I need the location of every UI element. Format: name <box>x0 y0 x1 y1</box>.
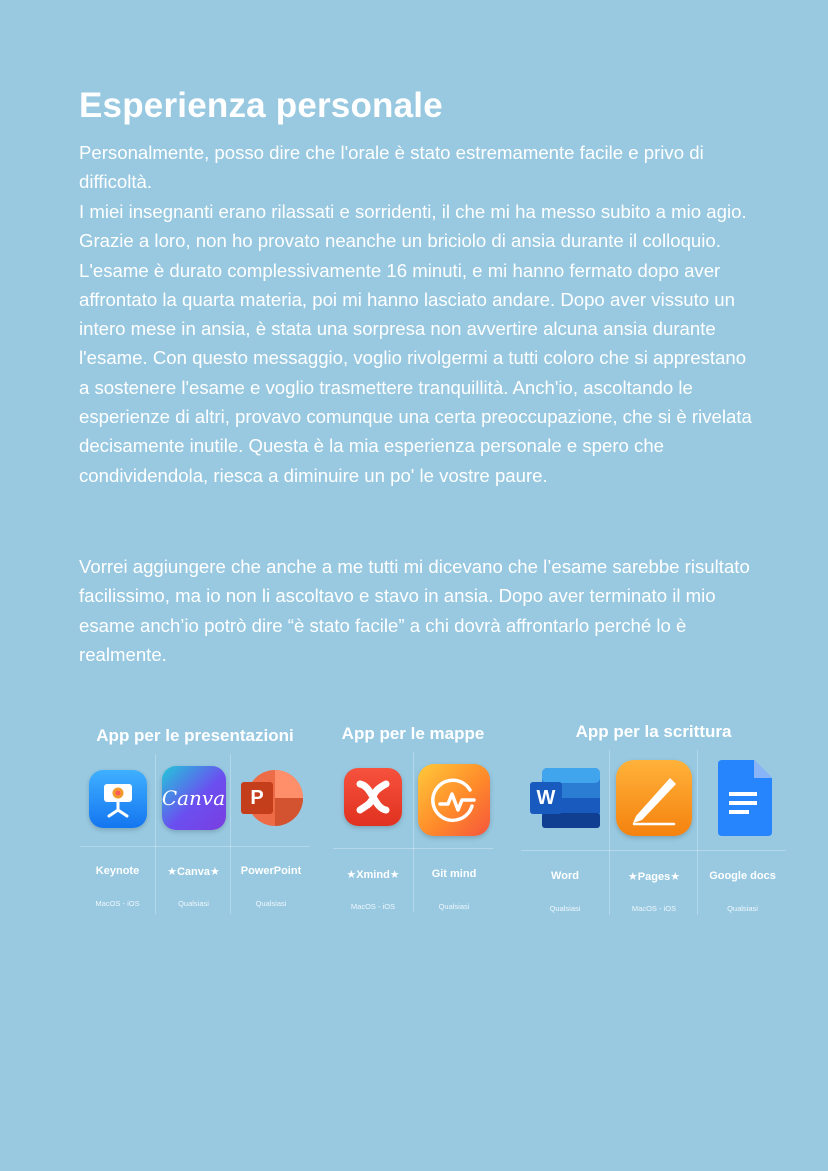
app-platform: MacOS - iOS <box>631 904 677 913</box>
pages-icon <box>616 760 692 836</box>
group-mindmap-apps <box>333 722 493 922</box>
page-title: Esperienza personale <box>79 86 443 125</box>
paragraph-intro: Personalmente, posso dire che l'orale è stato estremamente facile e privo di difficoltà. <box>79 142 704 193</box>
app-name: Keynote <box>95 865 140 877</box>
app-name: PowerPoint <box>240 865 302 877</box>
app-card-word <box>521 750 609 915</box>
keynote-icon <box>89 770 147 828</box>
app-card-keynote <box>80 754 155 914</box>
xmind-icon <box>344 768 402 826</box>
app-name: ★Canva★ <box>167 866 220 878</box>
group-title: App per le mappe <box>341 724 485 743</box>
app-card-canva <box>155 754 231 914</box>
app-platform: Qualsiasi <box>178 899 209 908</box>
word-logo-letter: W <box>536 787 556 809</box>
group-title: App per le presentazioni <box>96 726 294 745</box>
app-name: ★Xmind★ <box>346 869 400 881</box>
app-name: Google docs <box>709 870 776 882</box>
app-card-google-docs <box>697 750 787 915</box>
app-platform: Qualsiasi <box>549 904 581 913</box>
app-name: Word <box>551 870 579 882</box>
app-card-xmind <box>333 752 413 912</box>
group-presentation-apps <box>80 724 310 924</box>
powerpoint-logo-letter: P <box>250 787 264 809</box>
app-platform: MacOS - iOS <box>350 902 396 911</box>
app-name: ★Pages★ <box>627 871 681 883</box>
group-writing-apps <box>521 720 786 925</box>
group-title: App per la scrittura <box>575 722 732 741</box>
paragraph-experience: I miei insegnanti erano rilassati e sorridenti, il che mi ha messo subito a mio agio. Grazie a loro, non ho provato neanche un briciolo di ansia durante il colloquio. L'esame è durato complessivamente 16 minuti, e mi hanno fermato dopo aver affrontato la quarta materia, poi mi hanno lasciato andare. Dopo aver vissuto un intero mese in ansia, è stata una sorpresa non avvertire alcuna ansia durante l'esame. Con questo messaggio, voglio rivolgermi a tutti coloro che si apprestano a sostenere l'esame e voglio trasmettere tranquillità. Anch'io, ascoltando le esperienze di altri, provavo comunque una certa preoccupazione, che si è rivelata decisamente inutile. Questa è la mia esperienza personale e spero che condividendola, riesca a diminuire un po' le vostre paure. <box>79 201 752 486</box>
canva-logo-text: Canva <box>161 786 226 810</box>
app-card-pages <box>609 750 698 915</box>
paragraph-addendum: Vorrei aggiungere che anche a me tutti mi dicevano che l’esame sarebbe risultato facilissimo, ma io non li ascoltavo e stavo in ansia. Dopo aver terminato il mio esame anch’io potrò dire “è stato facile” a chi dovrà affrontarlo perché lo è realmente. <box>79 556 750 665</box>
app-card-gitmind <box>413 752 494 912</box>
google-docs-icon <box>714 760 772 836</box>
app-platform: Qualsiasi <box>727 904 758 913</box>
app-card-powerpoint <box>230 754 311 914</box>
app-platform: Qualsiasi <box>255 899 287 908</box>
word-icon <box>528 766 602 830</box>
canva-icon <box>162 766 226 830</box>
app-platform: MacOS - iOS <box>95 899 140 908</box>
powerpoint-icon <box>237 766 305 830</box>
app-platform: Qualsiasi <box>438 902 470 911</box>
app-name: Git mind <box>431 868 477 880</box>
gitmind-icon <box>418 764 490 836</box>
